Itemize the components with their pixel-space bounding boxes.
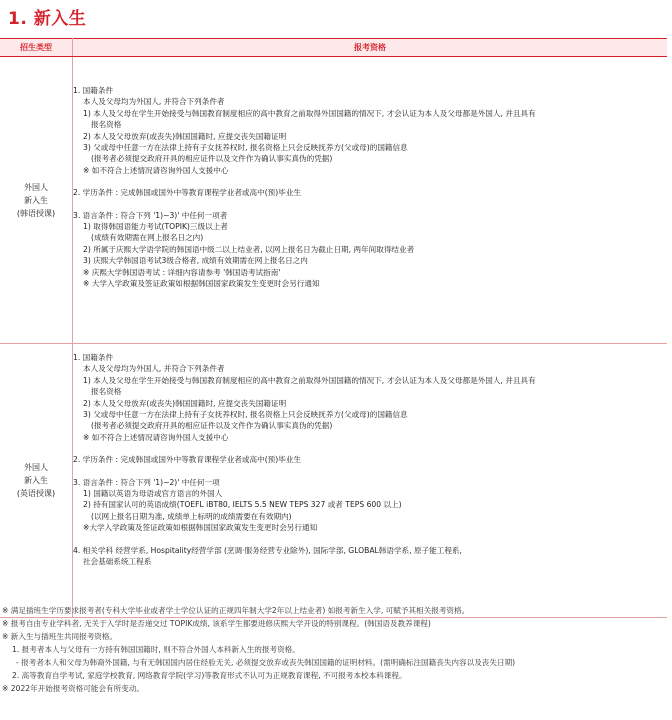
- footer-note: ※ 新入生与插班生共同报考资格。: [2, 632, 118, 641]
- header-admission-type: 招生类型: [0, 39, 73, 57]
- requirements-table: [0, 38, 667, 618]
- text-line: 3) 父或母中任意一方在法律上持有子女抚养权时, 报名资格上只会反映抚养方(父或母)的国籍信息: [83, 143, 408, 153]
- section-heading: 3. 语言条件 : 符合下列 '1)~3)' 中任何一项者: [73, 210, 228, 220]
- text-line: 本人及父母均为外国人, 并符合下列条件者: [83, 364, 225, 374]
- footer-note: 2. 高等教育自学考试, 家庭学校教育, 网络教育学院(学习)等教育形式不认可为正规教育课程, 不可报考本校本科课程。: [12, 671, 407, 680]
- section-heading: 4. 相关学科 经营学系, Hospitality经营学部 (烹调·服务经营专业除外), 国际学部, GLOBAL韩语学系, 原子能工程系,: [73, 545, 462, 555]
- type-line: 新入生: [24, 476, 48, 485]
- text-line: 报名资格: [91, 120, 122, 130]
- majors-section: [73, 545, 667, 568]
- type-line: 新入生: [24, 195, 48, 205]
- education-section: [73, 187, 667, 198]
- text-line: 本人及父母均为外国人, 并符合下列条件者: [83, 97, 225, 107]
- note-line: ※ 如不符合上述情况请咨询外国人支援中心: [83, 165, 229, 175]
- text-line: 2) 持有国家认可的英语成绩(TOEFL iBT80, IELTS 5.5 NEW TEPS 327 或者 TEPS 600 以上): [83, 500, 402, 510]
- note-line: ※ 如不符合上述情况请咨询外国人支援中心: [83, 432, 229, 442]
- table-row: [0, 344, 667, 618]
- footer-note: 1. 报考者本人与父母有一方持有韩国国籍时, 则不符合外国人本科新入生的报考资格。: [12, 645, 300, 654]
- text-line: (以网上报名日期为准, 成绩单上标明的成绩需要在有效期内): [91, 511, 292, 521]
- text-line: 社会基础系统工程系: [83, 557, 152, 567]
- education-section: [73, 454, 667, 465]
- text-line: 2) 本人及父母放弃(或丧失)韩国国籍时, 应提交丧失国籍证明: [83, 398, 287, 408]
- text-line: 报名资格: [91, 387, 122, 397]
- note-line: ※ 庆熙大学韩国语考试 : 详细内容请参考 '韩国语考试指南': [83, 267, 281, 277]
- language-section: [73, 477, 667, 534]
- section-title: 1. 新入生: [8, 9, 87, 29]
- section-heading: 3. 语言条件 : 符合下列 '1)~2)' 中任何一项: [73, 477, 220, 487]
- text-line: 1) 本人及父母在学生开始接受与韩国教育制度相应的高中教育之前取得外国国籍的情况下, 才会认证为本人及父母都是外国人, 并且具有: [83, 108, 536, 118]
- text-line: 2) 所属于庆熙大学语学院的韩国语中级二以上结业者, 以网上报名日为截止日期, 两年间取得结业者: [83, 244, 415, 254]
- header-requirements: 报考资格: [73, 39, 668, 57]
- text-line: 1) 国籍以英语为母语或官方语言的外国人: [83, 489, 223, 499]
- footer-note: ※ 2022年开始报考资格可能会有所变动。: [2, 684, 145, 693]
- requirements-cell: [73, 344, 668, 618]
- text-line: 1) 本人及父母在学生开始接受与韩国教育制度相应的高中教育之前取得外国国籍的情况下, 才会认证为本人及父母都是外国人, 并且具有: [83, 375, 536, 385]
- section-heading: 1. 国籍条件: [73, 86, 114, 95]
- text-line: (报考者必须提交政府开具的相应证件以及文件作为确认事实真伪的凭据): [91, 154, 333, 164]
- text-line: 3) 父或母中任意一方在法律上持有子女抚养权时, 报名资格上只会反映抚养方(父或母)的国籍信息: [83, 410, 408, 420]
- text-line: (报考者必须提交政府开具的相应证件以及文件作为确认事实真伪的凭据): [91, 421, 333, 431]
- nationality-section: [73, 85, 667, 176]
- section-heading: 2. 学历条件 : 完成韩国或国外中等教育课程学业者或高中(预)毕业生: [73, 455, 301, 465]
- note-line: ※ 大学入学政策及签证政策如根据韩国国家政策发生变更时会另行通知: [83, 279, 320, 289]
- footer-note: ※ 满足插班生学历要求报考者(专科大学毕业或者学士学位认证的正规四年制大学2年以上结业者) 如报考新生入学, 可赋予其相关报考资格。: [2, 606, 470, 615]
- type-line: 外国人: [24, 182, 48, 192]
- requirements-cell: [73, 57, 668, 344]
- table-header-row: [0, 39, 667, 57]
- footer-note: ※ 报考自由专业学科者, 无关于入学时是否递交过 TOPIK成绩, 该系学生都要进修庆熙大学开设的特别课程。(韩国语及教养课程): [2, 619, 431, 628]
- footer-notes: [2, 604, 667, 695]
- type-line: (韩语授课): [16, 208, 56, 218]
- text-line: 3) 庆熙大学韩国语考试3级合格者, 成绩有效期需在网上报名日之内: [83, 256, 308, 266]
- nationality-section: [73, 352, 667, 443]
- table-row: [0, 57, 667, 344]
- section-heading: 2. 学历条件 : 完成韩国或国外中等教育课程学业者或高中(预)毕业生: [73, 188, 301, 198]
- language-section: [73, 210, 667, 290]
- type-line: 外国人: [24, 463, 48, 472]
- footer-note: - 报考者本人和父母为韩裔外国籍, 与有无韩国国内居住经验无关, 必须提交放弃或丧失韩国国籍的证明材料。(需明确标注国籍丧失内容以及丧失日期): [16, 658, 516, 667]
- type-line: (英语授课): [16, 489, 56, 498]
- text-line: 2) 本人及父母放弃(或丧失)韩国国籍时, 应提交丧失国籍证明: [83, 131, 287, 141]
- text-line: 1) 取得韩国语能力考试(TOPIK)三级以上者: [83, 222, 228, 232]
- admission-type-cell: [0, 344, 73, 618]
- section-heading: 1. 国籍条件: [73, 353, 114, 362]
- note-line: ※大学入学政策及签证政策如根据韩国国家政策发生变更时会另行通知: [83, 523, 318, 533]
- admission-type-cell: [0, 57, 73, 344]
- text-line: (成绩有效期需在网上报名日之内): [91, 233, 204, 243]
